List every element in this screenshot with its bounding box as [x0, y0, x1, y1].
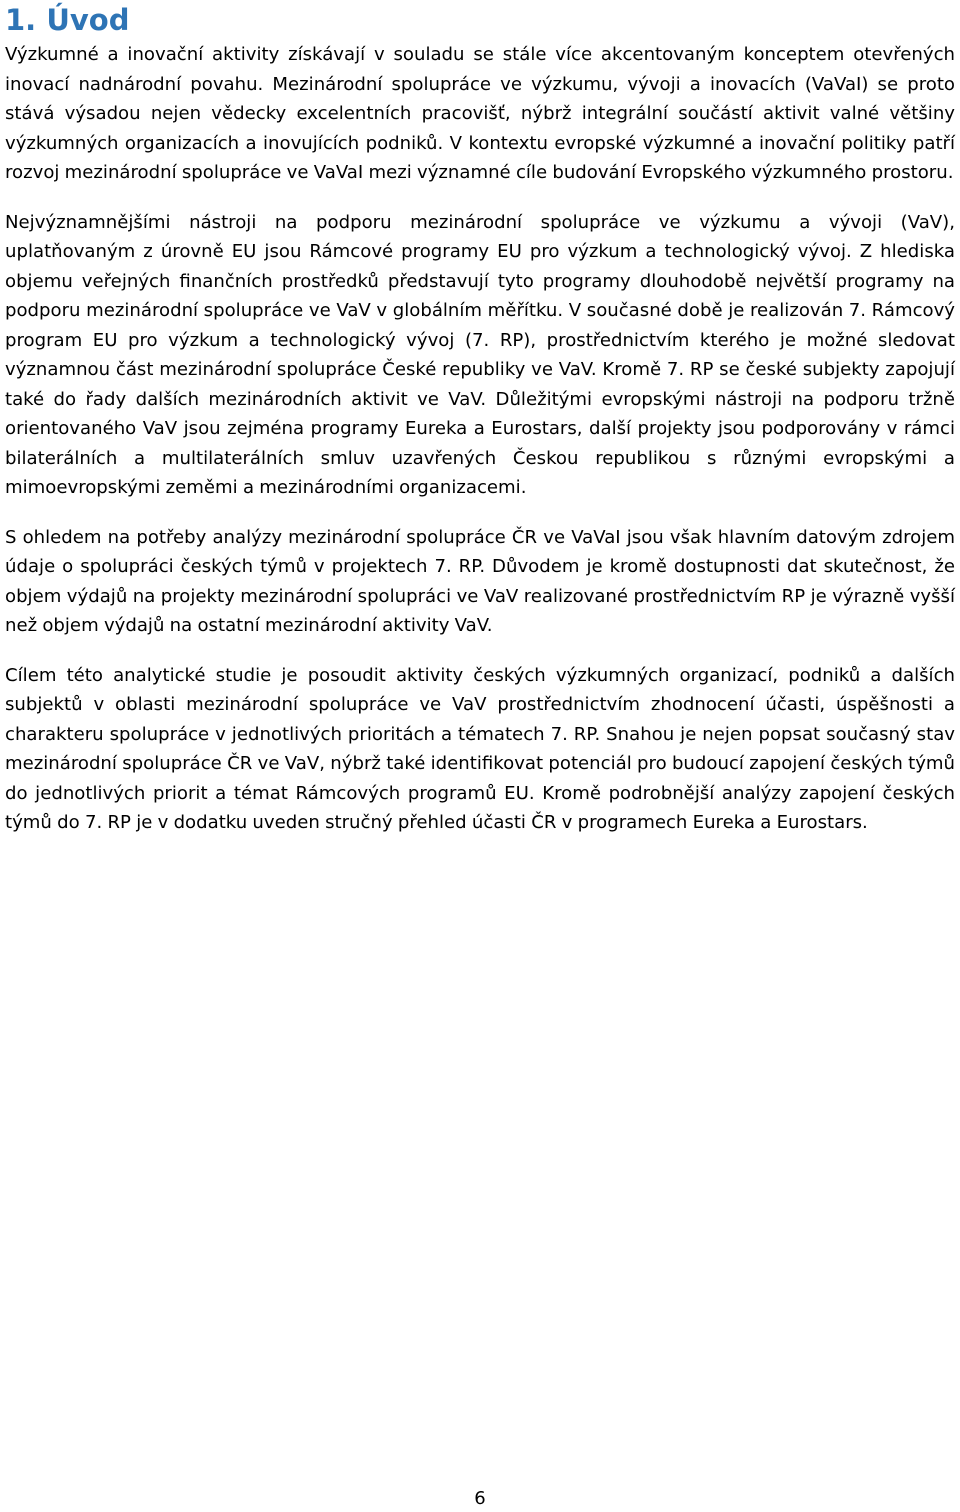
section-title: Úvod	[46, 3, 130, 37]
paragraph-3: S ohledem na potřeby analýzy mezinárodní spolupráce ČR ve VaVaI jsou však hlavním datovým zdrojem údaje o spolupráci českých týmů v projektech 7. RP. Důvodem je kromě dostupnosti dat skutečnost, že objem výdajů na projekty mezinárodní spolupráci ve VaV realizované prostřednictvím RP je výrazně vyšší než objem výdajů na ostatní mezinárodní aktivity VaV.	[5, 526, 955, 636]
page-number: 6	[474, 1488, 486, 1509]
paragraph-2: Nejvýznamnějšími nástroji na podporu mezinárodní spolupráce ve výzkumu a vývoji (VaV), uplatňovaným z úrovně EU jsou Rámcové programy EU pro výzkum a technologický vývoj. Z hlediska objemu veřejných finančních prostředků představují tyto programy dlouhodobě největší programy na podporu mezinárodní spolupráce ve VaV v globálním měřítku. V současné době je realizován 7. Rámcový program EU pro výzkum a technologický vývoj (7. RP), prostřednictvím kterého je možné sledovat významnou část mezinárodní spolupráce České republiky ve VaV. Kromě 7. RP se české subjekty zapojují také do řady dalších mezinárodních aktivit ve VaV. Důležitými evropskými nástroji na podporu tržně orientovaného VaV jsou zejména programy Eureka a Eurostars, další projekty jsou podporovány v rámci bilaterálních a multilaterálních smluv uzavřených Českou republikou s různými evropskými a mimoevropskými zeměmi a mezinárodními organizacemi.	[5, 211, 955, 498]
paragraph-1: Výzkumné a inovační aktivity získávají v souladu se stále více akcentovaným konceptem otevřených inovací nadnárodní povahu. Mezinárodní spolupráce ve výzkumu, vývoji a inovacích (VaVaI) se proto stává výsadou nejen vědecky excelentních pracovišť, nýbrž integrální součástí aktivit valné většiny výzkumných organizacích a inovujících podniků. V kontextu evropské výzkumné a inovační politiky patří rozvoj mezinárodní spolupráce ve VaVaI mezi významné cíle budování Evropského výzkumného prostoru.	[5, 44, 955, 183]
section-heading	[5, 0, 955, 40]
paragraph-4: Cílem této analytické studie je posoudit aktivity českých výzkumných organizací, podniků a dalších subjektů v oblasti mezinárodní spolupráce ve VaV prostřednictvím zhodnocení účasti, úspěšnosti a charakteru spolupráce v jednotlivých prioritách a tématech 7. RP. Snahou je nejen popsat současný stav mezinárodní spolupráce ČR ve VaV, nýbrž také identifikovat potenciál pro budoucí zapojení českých týmů do jednotlivých priorit a témat Rámcových programů EU. Kromě podrobnější analýzy zapojení českých týmů do 7. RP je v dodatku uveden stručný přehled účasti ČR v programech Eureka a Eurostars.	[5, 664, 955, 833]
section-number: 1.	[5, 3, 37, 37]
document-page	[5, 0, 955, 838]
